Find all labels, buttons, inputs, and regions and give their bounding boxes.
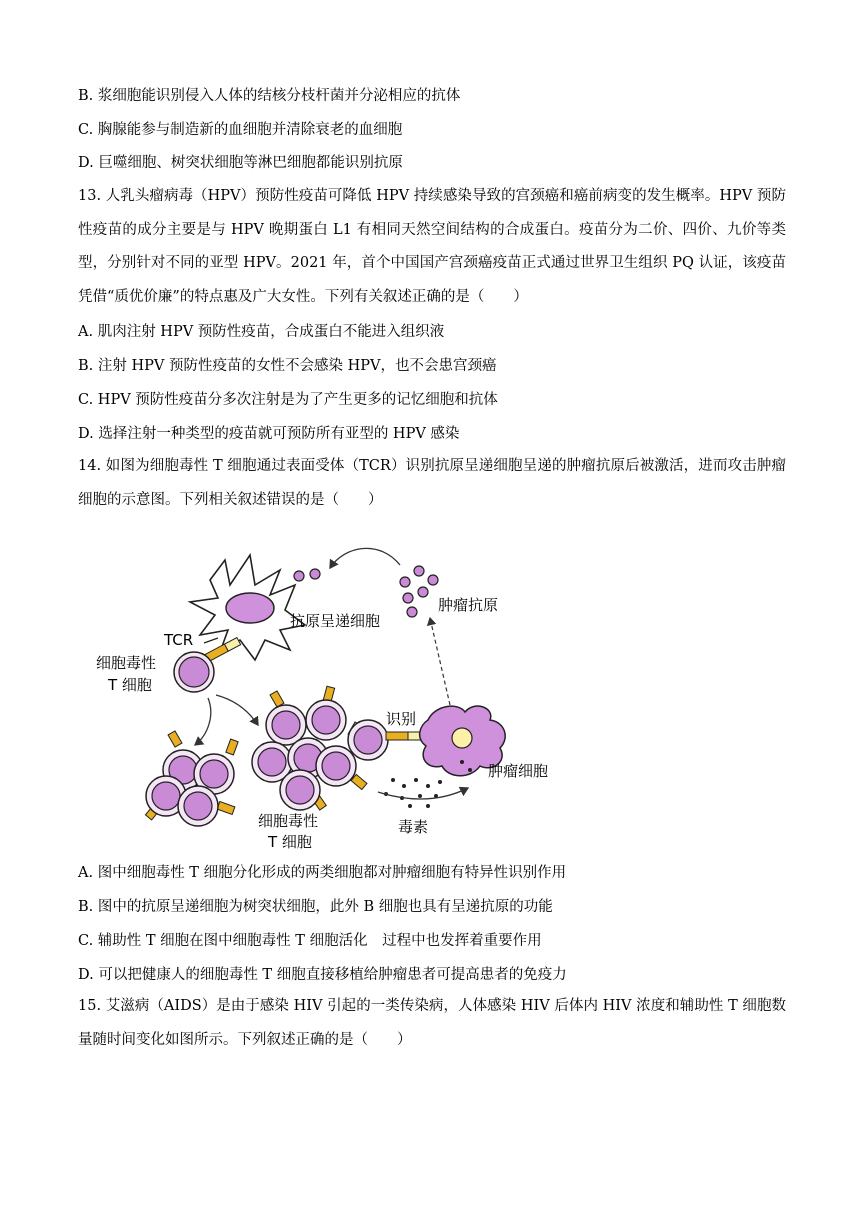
- arrow-to-effector: [216, 695, 258, 725]
- ctl-nucleus: [200, 760, 228, 788]
- q13-stem: 13. 人乳头瘤病毒（HPV）预防性疫苗可降低 HPV 持续感染导致的宫颈癌和癌前病变的发生概率。HPV 预防性疫苗的成分主要是与 HPV 晚期蛋白 L1 有相同天然空间结构的合成蛋白。疫苗分为二价、四价、九价等类型，分别针对不同的亚型 HPV。2021 年，首个中国国产宫颈癌疫苗正式通过世界卫生组织 PQ 认证，该疫苗凭借“质优价廉”的特点惠及广大女性。下列有关叙述正确的是（ ）: [78, 188, 786, 305]
- label-ctl-left-line2: T 细胞: [108, 676, 152, 694]
- antigen-dot: [407, 607, 417, 617]
- receptor-gold: [226, 739, 238, 755]
- q12-option-c: C. 胸腺能参与制造新的血细胞并清除衰老的血细胞: [78, 122, 403, 138]
- antigen-dot: [418, 587, 428, 597]
- label-toxin: 毒素: [398, 818, 429, 836]
- label-recognize: 识别: [386, 710, 417, 728]
- toxin-dot: [438, 780, 442, 784]
- label-ctl-bottom-line2: T 细胞: [268, 833, 312, 851]
- q14-option-d: D. 可以把健康人的细胞毒性 T 细胞直接移植给肿瘤患者可提高患者的免疫力: [78, 967, 567, 983]
- toxin-dot: [426, 804, 430, 808]
- recognition-receptor: [386, 732, 422, 740]
- arrow-toxin: [378, 788, 468, 799]
- toxin-dot: [408, 804, 412, 808]
- tcr-pointer: [204, 638, 218, 643]
- toxin-dot: [402, 784, 406, 788]
- receptor-gold: [168, 731, 182, 747]
- ctl-nucleus: [286, 776, 314, 804]
- label-tumor-cell: 肿瘤细胞: [488, 762, 549, 780]
- immune-diagram-svg: [90, 540, 570, 860]
- antigen-dot: [310, 569, 320, 579]
- q15-stem: 15. 艾滋病（AIDS）是由于感染 HIV 引起的一类传染病，人体感染 HIV 后体内 HIV 浓度和辅助性 T 细胞数量随时间变化如图所示。下列叙述正确的是（ ）: [78, 998, 786, 1048]
- receptor-gold: [270, 691, 284, 707]
- q13-option-b: B. 注射 HPV 预防性疫苗的女性不会感染 HPV，也不会患宫颈癌: [78, 358, 497, 374]
- ctl-nucleus: [258, 748, 286, 776]
- toxin-dot: [418, 794, 422, 798]
- toxin-dot: [460, 760, 464, 764]
- q13-option-c: C. HPV 预防性疫苗分多次注射是为了产生更多的记忆细胞和抗体: [78, 392, 498, 408]
- q13-option-d: D. 选择注射一种类型的疫苗就可预防所有亚型的 HPV 感染: [78, 426, 460, 442]
- ctl-nucleus: [322, 752, 350, 780]
- dendritic-cell: [190, 555, 320, 660]
- ctl-nucleus: [184, 792, 212, 820]
- ctl-nucleus: [354, 726, 382, 754]
- antigen-dot: [400, 577, 410, 587]
- label-tcr: TCR: [164, 631, 194, 649]
- immune-diagram: [90, 540, 570, 860]
- label-ctl-left-line1: 细胞毒性: [96, 654, 157, 672]
- arrow-antigen-to-apc: [330, 548, 400, 568]
- receptor-gold: [217, 802, 235, 815]
- antigen-dot: [414, 566, 424, 576]
- tumor-cell-nucleus: [452, 728, 472, 748]
- tumor-antigen-cluster: [400, 566, 438, 617]
- antigen-dot: [428, 575, 438, 585]
- ctl-nucleus: [272, 711, 300, 739]
- toxin-dot: [426, 784, 430, 788]
- ctl-nucleus: [179, 657, 209, 687]
- q14-stem: 14. 如图为细胞毒性 T 细胞通过表面受体（TCR）识别抗原呈递细胞呈递的肿瘤抗原后被激活，进而攻击肿瘤细胞的示意图。下列相关叙述错误的是（ ）: [78, 458, 786, 508]
- q13-option-a: A. 肌肉注射 HPV 预防性疫苗，合成蛋白不能进入组织液: [78, 324, 445, 340]
- q14-option-a: A. 图中细胞毒性 T 细胞分化形成的两类细胞都对肿瘤细胞有特异性识别作用: [78, 865, 567, 881]
- ctl-left: [174, 652, 214, 692]
- label-tumor-antigen: 肿瘤抗原: [438, 596, 499, 614]
- antigen-dot: [403, 593, 413, 603]
- dendritic-cell-nucleus: [226, 593, 274, 623]
- toxin-dot: [391, 778, 395, 782]
- toxin-dot: [414, 778, 418, 782]
- ctl-nucleus: [152, 782, 180, 810]
- q12-option-b: B. 浆细胞能识别侵入人体的结核分枝杆菌并分泌相应的抗体: [78, 88, 461, 104]
- toxin-dot: [468, 768, 472, 772]
- ctl-cluster-left: [145, 731, 238, 826]
- ctl-cluster-right: [252, 686, 388, 810]
- q14-option-c: C. 辅助性 T 细胞在图中细胞毒性 T 细胞活化 过程中也发挥着重要作用: [78, 933, 542, 949]
- receptor-gold: [386, 732, 408, 740]
- label-ctl-bottom-line1: 细胞毒性: [258, 812, 319, 830]
- ctl-nucleus: [312, 706, 340, 734]
- label-apc: 抗原呈递细胞: [290, 612, 381, 630]
- antigen-dot: [294, 571, 304, 581]
- arrow-to-memory: [195, 698, 211, 745]
- q14-option-b: B. 图中的抗原呈递细胞为树突状细胞，此外 B 细胞也具有呈递抗原的功能: [78, 899, 553, 915]
- arrow-tumor-to-antigen: [430, 618, 450, 705]
- q12-option-d: D. 巨噬细胞、树突状细胞等淋巴细胞都能识别抗原: [78, 155, 403, 171]
